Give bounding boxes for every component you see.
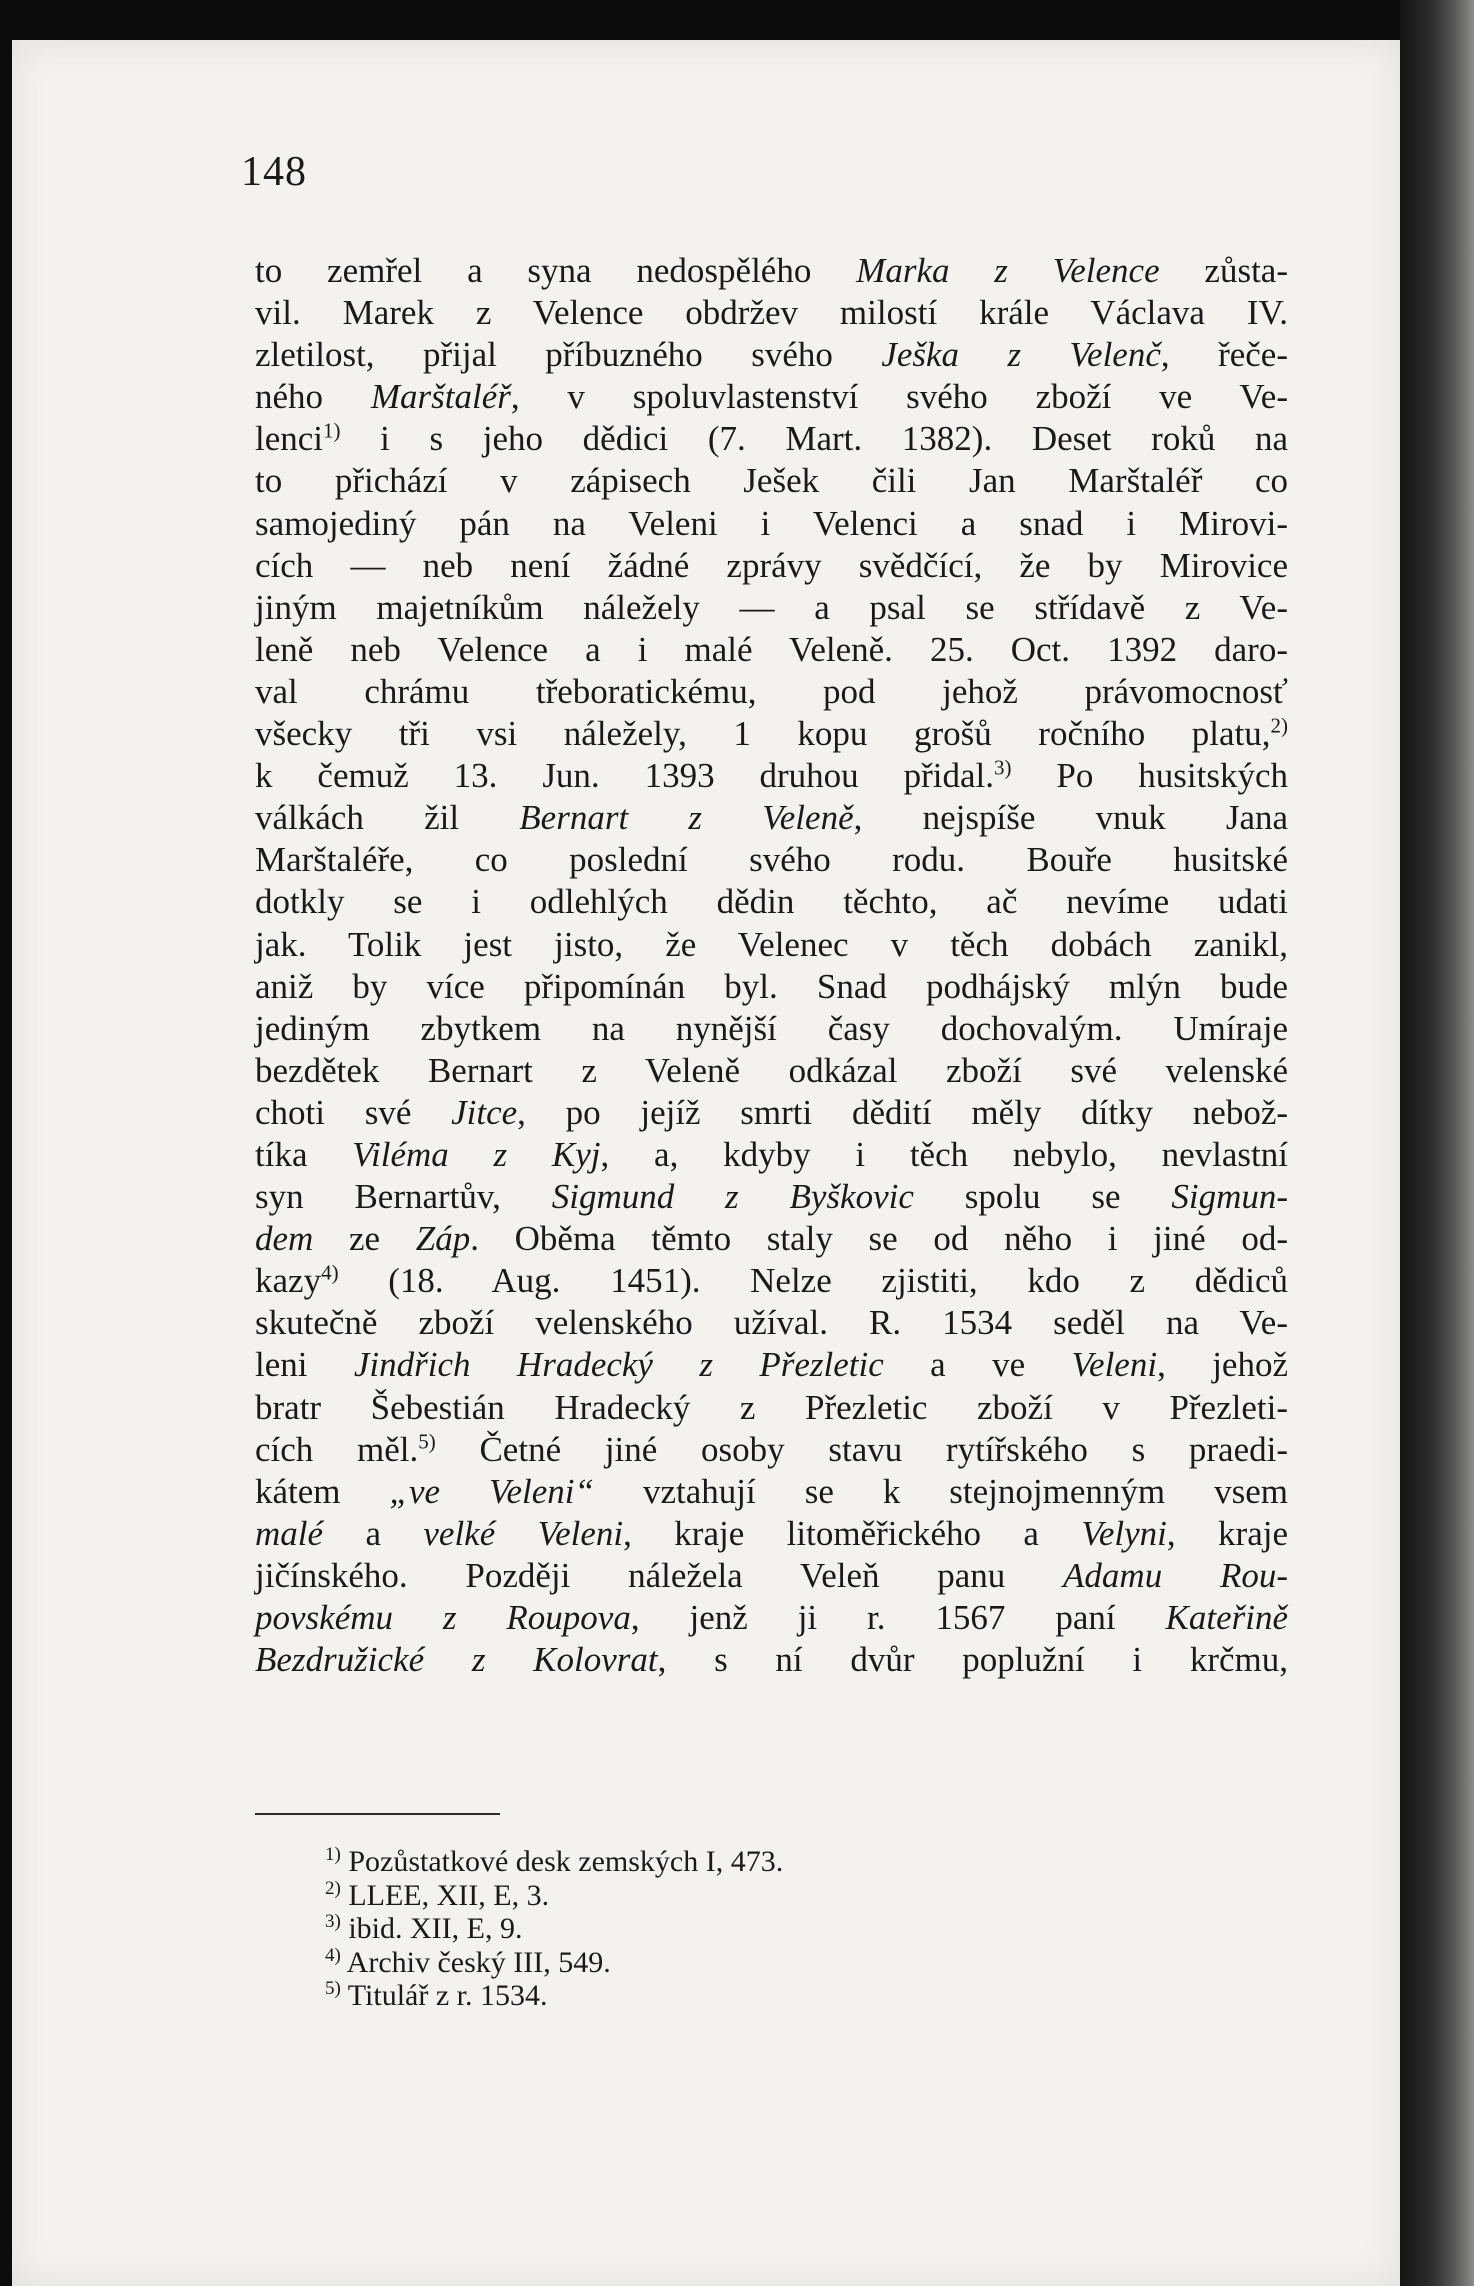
text-line (255, 250, 1288, 292)
footnote-text: ibid. XII, E, 9. (340, 1912, 523, 1945)
text-run: , kraje (1166, 1513, 1288, 1553)
text-run: leni (255, 1345, 354, 1385)
text-run: , nejspíše vnuk Jana (853, 798, 1289, 838)
text-line (255, 671, 1288, 713)
text-run: Marštaléř (370, 377, 511, 417)
text-run: ze (313, 1219, 416, 1259)
text-run: . Oběma těmto staly se od něho i jiné od- (470, 1219, 1288, 1259)
text-run: syn Bernartův, (255, 1177, 552, 1217)
text-line (255, 1050, 1288, 1092)
text-line (255, 1597, 1288, 1639)
text-run: a ve (883, 1345, 1072, 1385)
text-run: jičínského. Později náležela Veleň panu (255, 1555, 1064, 1595)
footnote-ref: 3) (993, 755, 1012, 780)
text-line (255, 1429, 1288, 1471)
footnote-text: Titulář z r. 1534. (340, 1979, 548, 2012)
footnote-ref: 1) (323, 418, 341, 443)
text-run: , a, kdyby i těch nebylo, nevlastní (600, 1134, 1288, 1174)
text-run: vztahují se k stejnojmenným vsem (594, 1471, 1288, 1511)
text-line (255, 1092, 1288, 1134)
text-line (255, 1302, 1288, 1344)
text-run: jak. Tolik jest jisto, že Velenec v těch dobách zanikl, (255, 924, 1288, 964)
text-run: Marštaléře, co poslední svého rodu. Bouře husitské (255, 840, 1288, 880)
text-run: ného (255, 377, 371, 417)
text-line (255, 376, 1288, 418)
text-run: všecky tři vsi náležely, 1 kopu grošů ročního platu, (255, 714, 1271, 754)
text-run: Velyni (1081, 1513, 1167, 1553)
text-line (255, 1176, 1288, 1218)
text-run: Adamu Rou- (1063, 1555, 1288, 1595)
text-run: leně neb Velence a i malé Veleně. 25. Oct. 1392 daro- (255, 629, 1288, 669)
text-line (255, 1008, 1288, 1050)
text-run: skutečně zboží velenského užíval. R. 1534 seděl na Ve- (255, 1303, 1288, 1343)
text-run: , kraje litoměřického a (623, 1513, 1082, 1553)
page-number: 148 (241, 149, 307, 195)
text-line (255, 1513, 1288, 1555)
text-line (255, 924, 1288, 966)
text-line (255, 1387, 1288, 1429)
text-line (255, 418, 1288, 460)
text-run: jiným majetníkům náležely — a psal se střídavě z Ve- (255, 587, 1288, 627)
footnote-text: Pozůstatkové desk zemských I, 473. (340, 1845, 784, 1878)
text-run: cích měl. (255, 1429, 419, 1469)
text-line (255, 292, 1288, 334)
text-line (255, 839, 1288, 881)
text-run: dotkly se i odlehlých dědin těchto, ač nevíme udati (255, 882, 1288, 922)
text-run: lenci (255, 419, 324, 459)
text-line (255, 797, 1288, 839)
text-run: Bezdružické z Kolovrat (255, 1640, 658, 1680)
text-run: , řeče- (1160, 335, 1288, 375)
text-line (255, 1555, 1288, 1597)
text-line (255, 1218, 1288, 1260)
text-run: cích — neb není žádné zprávy svědčící, že by Mirovice (255, 545, 1288, 585)
text-run: velké Veleni (423, 1513, 624, 1553)
text-run: , po jejíž smrti dědití měly dítky nebož- (517, 1092, 1289, 1132)
text-line (255, 1639, 1288, 1681)
footnote (325, 1946, 783, 1980)
text-line (255, 713, 1288, 755)
text-line (255, 587, 1288, 629)
footnote (325, 1879, 783, 1913)
footnote-mark: 4) (325, 1944, 341, 1966)
text-line (255, 1344, 1288, 1386)
body-text (255, 250, 1288, 1681)
text-line (255, 460, 1288, 502)
footnote-mark: 2) (325, 1877, 341, 1899)
text-run: choti své (255, 1092, 452, 1132)
text-run: válkách žil (255, 798, 520, 838)
footnote-ref: 5) (418, 1428, 436, 1453)
text-run: povskému z Roupova (255, 1598, 631, 1637)
text-run: Sigmun- (1171, 1177, 1289, 1217)
footnote (325, 1912, 783, 1946)
text-run: Kateřině (1165, 1598, 1288, 1637)
text-run: malé (255, 1513, 324, 1553)
text-line (255, 1134, 1288, 1176)
footnote-text: LLEE, XII, E, 3. (340, 1878, 550, 1912)
footnote-ref: 2) (1270, 713, 1288, 738)
text-run: to zemřel a syna nedospělého (255, 251, 857, 290)
text-run: spolu se (913, 1177, 1172, 1217)
text-run: Veleni (1071, 1345, 1158, 1385)
text-run: samojediný pán na Veleni i Velenci a snad i Mirovi- (255, 503, 1288, 543)
text-run: jediným zbytkem na nynější časy dochovalým. Umíraje (255, 1008, 1288, 1048)
text-run: to přichází v zápisech Ješek čili Jan Marštaléř co (255, 461, 1288, 501)
text-line (255, 503, 1288, 545)
text-run: Viléma z Kyj (352, 1134, 601, 1174)
text-line (255, 545, 1288, 587)
text-line (255, 755, 1288, 797)
text-run: dem (255, 1219, 314, 1259)
footnote-rule (255, 1813, 500, 1815)
text-run: Záp (415, 1219, 471, 1259)
footnote (325, 1845, 783, 1879)
text-run: , v spoluvlastenství svého zboží ve Ve- (510, 377, 1288, 417)
footnote-mark: 5) (325, 1978, 341, 1999)
text-run: tíka (255, 1134, 353, 1174)
text-run: , jehož (1157, 1345, 1289, 1385)
text-line (255, 629, 1288, 671)
text-run: Marka z Velence (856, 251, 1160, 290)
text-run: zletilost, přijal příbuzného svého (255, 335, 882, 375)
text-run: bezdětek Bernart z Veleně odkázal zboží své velenské (255, 1050, 1288, 1090)
text-run: , jenž ji r. 1567 paní (630, 1598, 1166, 1637)
text-line (255, 1260, 1288, 1302)
text-run: Jitce (451, 1092, 518, 1132)
text-run: Četné jiné osoby stavu rytířského s praedi- (435, 1429, 1288, 1469)
text-run: bratr Šebestián Hradecký z Přezletic zboží v Přezleti- (255, 1387, 1288, 1427)
footnotes (325, 1845, 783, 2013)
text-line (255, 1471, 1288, 1513)
text-line (255, 966, 1288, 1008)
text-run: (18. Aug. 1451). Nelze zjistiti, kdo z dědiců (338, 1261, 1288, 1301)
text-line (255, 334, 1288, 376)
text-run: aniž by více připomínán byl. Snad podhájský mlýn bude (255, 966, 1288, 1006)
text-run: i s jeho dědici (7. Mart. 1382). Deset roků na (340, 419, 1288, 459)
text-run: Po husitských (1011, 756, 1288, 796)
text-run: , s ní dvůr poplužní i krčmu, (657, 1640, 1288, 1680)
text-run: kátem (255, 1471, 390, 1511)
text-run: „ve Veleni“ (389, 1471, 594, 1511)
text-run: Jindřich Hradecký z Přezletic (353, 1345, 884, 1385)
text-run: k čemuž 13. Jun. 1393 druhou přidal. (255, 756, 994, 796)
text-line (255, 881, 1288, 923)
text-run: val chrámu třeboratickému, pod jehož právomocnosť (255, 671, 1288, 711)
footnote (325, 1979, 783, 2013)
text-run: Bernart z Veleně (519, 798, 854, 838)
text-run: Ješka z Velenč (881, 335, 1161, 375)
footnote-mark: 3) (325, 1911, 341, 1932)
text-run: vil. Marek z Velence obdržev milostí krále Václava IV. (255, 293, 1288, 333)
text-run: zůsta- (1159, 251, 1288, 290)
footnote-text: Archiv český III, 549. (340, 1945, 611, 1979)
text-run: a (323, 1513, 424, 1553)
text-run: kazy (255, 1261, 322, 1301)
scan-edge (1400, 0, 1474, 2286)
footnote-ref: 4) (321, 1260, 339, 1285)
footnote-mark: 1) (325, 1844, 341, 1865)
text-run: Sigmund z Byškovic (551, 1177, 914, 1217)
